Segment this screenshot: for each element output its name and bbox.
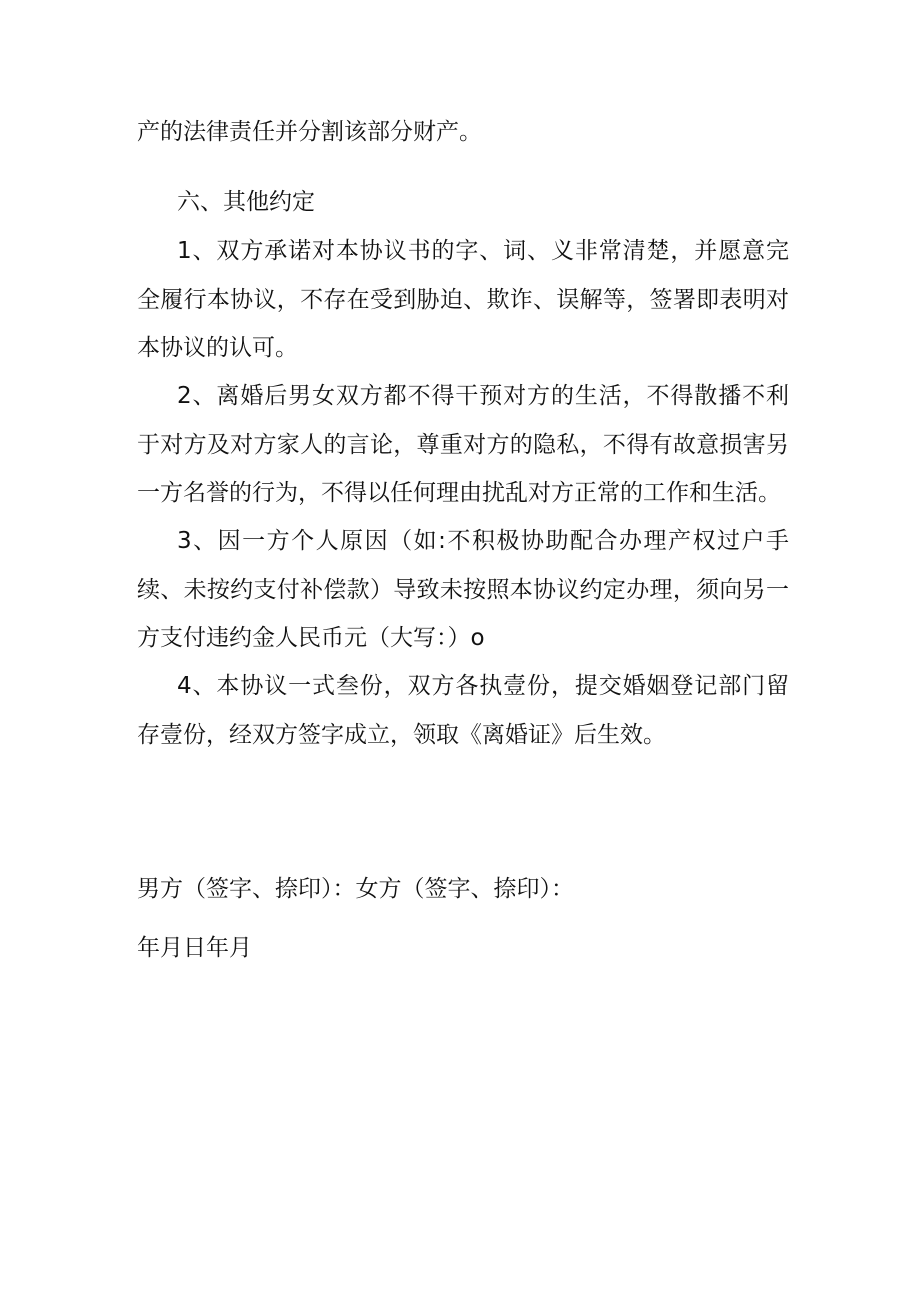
paragraph-continuation: 产的法律责任并分割该部分财产。 [137, 119, 482, 145]
agreement-item-4: 4、本协议一式叁份，双方各执壹份，提交婚姻登记部门留存壹份，经双方签字成立，领取《离婚证》后生效。 [137, 673, 789, 748]
section-heading-other-agreements: 六、其他约定 [177, 189, 315, 215]
agreement-item-3: 3、因一方个人原因（如:不积极协助配合办理产权过户手续、未按约支付补偿款）导致未按照本协议约定办理，须向另一方支付违约金人民币元（大写：）o [137, 528, 789, 651]
date-line: 年月日年月 [137, 935, 252, 961]
signature-line: 男方（签字、捺印）：女方（签字、捺印）： [137, 876, 574, 902]
agreement-item-1: 1、双方承诺对本协议书的字、词、义非常清楚，并愿意完全履行本协议，不存在受到胁迫、欺诈、误解等，签署即表明对本协议的认可。 [137, 238, 789, 361]
agreement-item-2: 2、离婚后男女双方都不得干预对方的生活，不得散播不利于对方及对方家人的言论，尊重对方的隐私，不得有故意损害另一方名誉的行为，不得以任何理由扰乱对方正常的工作和生活。 [137, 383, 789, 506]
